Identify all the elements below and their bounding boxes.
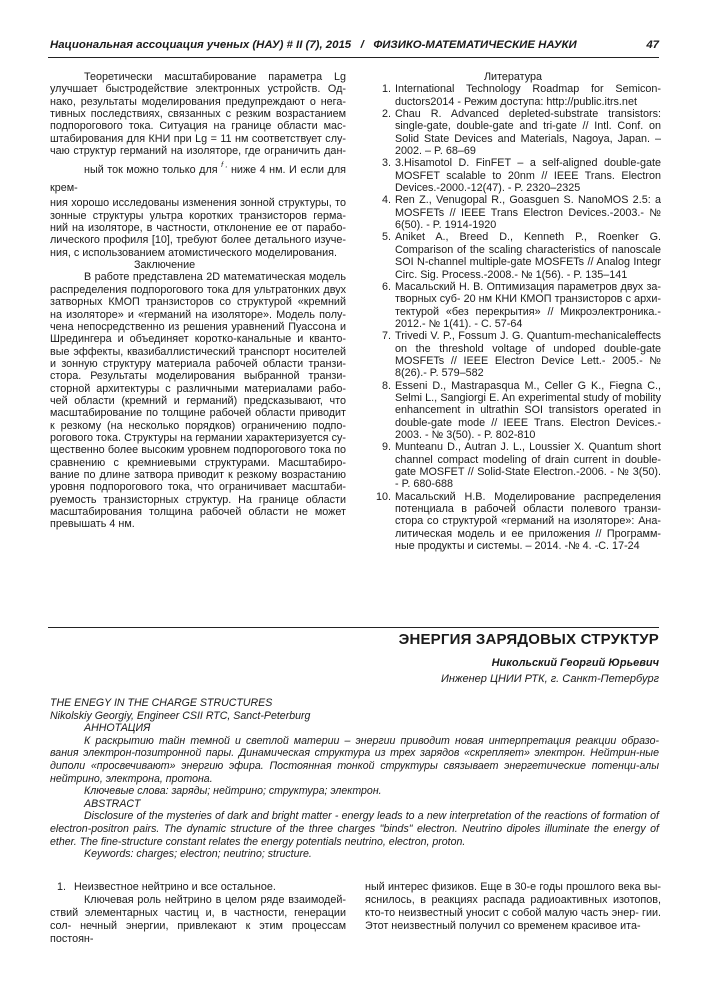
reference-item: 3. 3.Hisamotol D. FinFET – a self-aligned double-gate MOSFET scalable to 20nm // IEEE Trans. Electron Devices.-2000.-12(47). - P. 2320–2325 [381,157,661,195]
references-column [365,71,661,552]
article-rule [48,627,659,628]
article-author: Никольский Георгий Юрьевич [491,657,659,669]
prev-paragraph-1: Теоретически масштабирование параметра Lg улучшает быстродействие электронных устройств. Од- нако, результаты моделирования предупреждают о нега- тивных последствиях, связанных с резким возрастанием подпорогового тока. Ситуация на границе области мас- штабирования для КНИ при Lg = 11 нм соответствует слу- чаю структур германий на изоляторе, где ограничить дан- ный ток можно только для $^{f ,}$ ниже 4 нм. И если для крем- ния хорошо исследованы изменения зонной структуры, то зонные структуры ультра коротких транзисторов герма- ний на изоляторе, в частности, отклонение ее от парабо- лического профиля [10], требуют более детального изуче- ния, с использованием атомистического моделирования. [50,71,346,259]
article-title: ЭНЕРГИЯ ЗАРЯДОВЫХ СТРУКТУР [398,631,659,648]
body-paragraph-cont: ный интерес физиков. Еще в 30-е годы прошлого века вы- яснилось, в реакциях распада радиоактивных изотопов, кто-то неизвестный уносит с собой малую часть энер- гии. Этот неизвестный получил со временем красивое ита- [365,881,662,933]
reference-item: 1. International Technology Roadmap for Semicon- ductors2014 - Режим доступа: http://public.itrs.net [381,83,661,108]
header-separator: / [360,39,364,51]
formula-symbol: f , [221,162,228,170]
page-number: 47 [646,39,659,51]
abstract-block [50,697,659,861]
author-affiliation: Инженер ЦНИИ РТК, г. Санкт-Петербург [441,673,659,685]
reference-item: 10. Масальский Н.В. Моделирование распределения потенциала в рабочей области полевого транзи- стора со структурой «германий на изоляторе»: Ана- литическая модель и ее приложения // Программ- ные продукты и системы. – 2014. -№ 4. -С. 17-24 [375,490,661,553]
prev-article-column [50,71,346,531]
keywords-ru: Ключевые слова: заряды; нейтрино; структура; электрон. [84,785,382,798]
section-heading: 1. Неизвестное нейтрино и все остальное. [56,881,276,893]
reference-item: 2. Chau R. Advanced depleted-substrate transistors: single-gate, double-gate and tri-gate // Intl. Conf. on Solid State Devices and Materials, Nagoya, Japan. – 2002. – P. 68–69 [381,108,661,158]
reference-item: 8. Esseni D., Mastrapasqua M., Celler G K., Fiegna C., Selmi L., Sangiorgi E. An experimental study of mobility enhancement in ultrathin SOI transistors operated in double-gate mode // IEEE Trans. Electron Devices.- 2003. - № 3(50). - P. 802-810 [381,379,661,441]
reference-item: 5. Aniket A., Breed D., Kenneth P., Roenker G. Comparison of the scaling characteristics of nanoscale SOI N-channel multiple-gate MOSFETs // Analog Integr Circ. Sig. Process.-2008.- № 1(56). - P. 135–141 [381,231,661,281]
journal-name: Национальная ассоциация ученых (НАУ) # II (7), 2015 [50,39,352,51]
conclusion-heading: Заключение [134,259,196,272]
abstract-heading: ABSTRACT [84,797,141,810]
journal-section: ФИЗИКО-МАТЕМАТИЧЕСКИЕ НАУКИ [373,39,577,51]
annotation-text: К раскрытию тайн темной и светлой материи – энергии приводит новая интерпретация реакции образо-вания электрон-позитронной пары. Динамическая структура из трех зарядов «скрепляет» электрон. Нейтрин-ные диполи «просвечивают» энергию эфира. Постоянная тонкой структуры связывает энергетические потенци-алы нейтрино, электрона, протона. [50,734,659,785]
body-right-column [365,881,661,933]
reference-item: 9. Munteanu D., Autran J. L., Loussier X. Quantum short channel compact modeling of drain current in double- gate MOSFET // Solid-State Electron.-2006. - № 3(50). - P. 680-688 [381,441,661,491]
header-rule [48,57,659,58]
english-title: THE ENEGY IN THE CHARGE STRUCTURES [50,697,273,709]
reference-item: 7. Trivedi V. P., Fossum J. G. Quantum-mechanicaleffects on the threshold voltage of undoped double-gate MOSFETs // IEEE Electron Device Lett.- 2005.- № 8(26).- P. 579–582 [381,330,661,380]
reference-item: 4. Ren Z., Venugopal R., Goasguen S. NanoMOS 2.5: a MOSFETs // IEEE Trans Electron Devices.-2003.- № 6(50). - P. 1914-1920 [381,194,661,232]
references-title: Литература [483,71,543,83]
reference-item: 6. Масальский Н. В. Оптимизация параметров двух за- творных суб- 20 нм КНИ КМОП транзисторов с архи- тектурой «без перекрытия» // Микроэлектроника.- 2012.- № 1(41). - С. 57-64 [381,280,661,330]
keywords-en: Keywords: charges; electron; neutrino; structure. [84,848,312,861]
body-left-column [50,881,346,946]
prev-paragraph-2: В работе представлена 2D математическая модель распределения подпорогового тока для ультратонких двух затворных КМОП транзисторов со структурой «кремний на изоляторе» и «германий на изоляторе». Модель полу- чена непосредственно из решения уравнений Пуассона и Шредингера и объединяет коротко-канальные и кванто- вые эффекты, квазибаллистический транспорт носителей и зонную структуру материала рабочей области транзи- стора. Результаты моделирования выбранной транзи- сторной архитектуры с различными материалами рабо- чей области (кремний и германий) предсказывают, что масштабирование по толщине рабочей области приводит к резкому (на несколько порядков) ограничению подпо- рогового тока. Структуры на германии характеризуется су- щественно более высоким уровнем подпорогового тока по сравнению с кремниевыми структурами. Масштабиро- вание по длине затвора приводит к резкому возрастанию уровня подпорогового тока, что ограничивает масштаби- руемость транзисторных структур. На границе области масштабирования толщина рабочей области не может превышать 4 нм. [50,271,346,531]
running-header [50,38,659,52]
abstract-text: Disclosure of the mysteries of dark and bright matter - energy leads to a new interpretation of the reactions of formation of electron-positron pairs. The dynamic structure of the three charges "binds" electron. Neutrino dipoles illuminate the energy of ether. The fine-structure constant relates the energy potentials neutrino, electron, proton. [50,810,659,848]
english-author: Nikolskiy Georgiy, Engineer CSII RTC, Sanct-Peterburg [50,709,311,722]
body-paragraph: Ключевая роль нейтрино в целом ряде взаимодей- ствий элементарных частиц и, в частности, генерации сол- нечный энергии, привлекают к этим процессам постоян- [50,894,346,946]
annotation-heading: АННОТАЦИЯ [84,722,151,735]
